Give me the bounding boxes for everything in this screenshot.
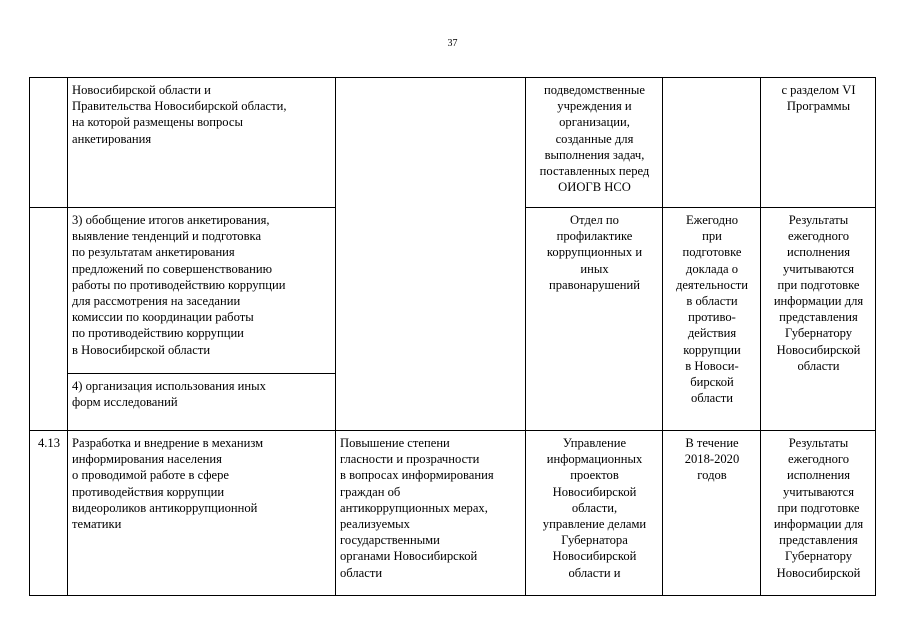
page-number: 37 — [447, 38, 458, 49]
cell-result: Повышение степени гласности и прозрачности в вопросах информирования граждан об антикоррупционных мерах, реализуемых государственными органами Новосибирской области — [336, 431, 526, 596]
cell-measure: Новосибирской области и Правительства Новосибирской области, на которой размещены вопросы анкетирования — [68, 78, 336, 208]
cell-number — [30, 78, 68, 208]
cell-measure: 4) организация использования иных форм исследований — [68, 374, 336, 431]
cell-indicator: Результаты ежегодного исполнения учитываются при подготовке информации для представления Губернатору Новосибирской — [761, 431, 876, 596]
cell-measure: 3) обобщение итогов анкетирования, выявление тенденций и подготовка по результатам анкетирования предложений по совершенствованию работы по противодействию коррупции для рассмотрения на заседании комиссии по координации работы по противодействию коррупции в Новосибирской области — [68, 208, 336, 374]
table-row — [30, 431, 876, 596]
cell-measure: Разработка и внедрение в механизм информирования населения о проводимой работе в сфере противодействия коррупции видеороликов антикоррупционной тематики — [68, 431, 336, 596]
cell-executor: Отдел по профилактике коррупционных и иных правонарушений — [526, 208, 663, 431]
cell-term: В течение 2018-2020 годов — [663, 431, 761, 596]
cell-term: Ежегодно при подготовке доклада о деятельности в области противо- действия коррупции в Новоси- бирской области — [663, 208, 761, 431]
cell-result — [336, 78, 526, 431]
cell-number: 4.13 — [30, 431, 68, 596]
cell-indicator: Результаты ежегодного исполнения учитываются при подготовке информации для представления Губернатору Новосибирской области — [761, 208, 876, 431]
measures-table — [29, 77, 876, 596]
cell-term — [663, 78, 761, 208]
cell-executor: подведомственные учреждения и организации, созданные для выполнения задач, поставленных перед ОИОГВ НСО — [526, 78, 663, 208]
cell-indicator: с разделом VI Программы — [761, 78, 876, 208]
cell-number-empty — [30, 208, 68, 431]
table-row — [30, 78, 876, 208]
cell-executor: Управление информационных проектов Новосибирской области, управление делами Губернатора Новосибирской области и — [526, 431, 663, 596]
